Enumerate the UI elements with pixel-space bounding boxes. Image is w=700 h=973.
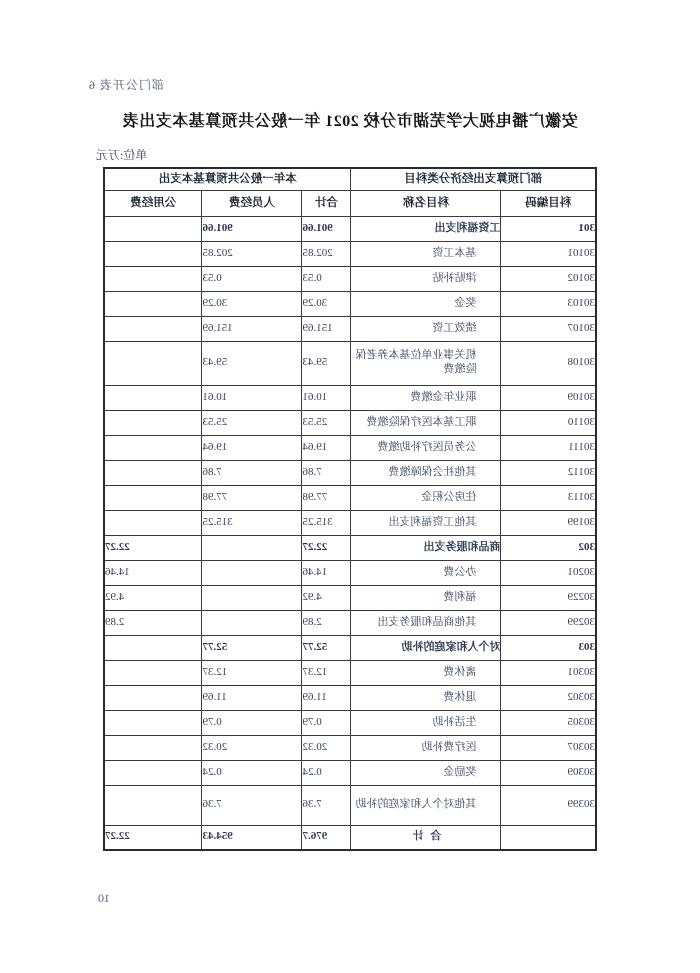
total-cell: 315.25 bbox=[302, 510, 351, 535]
public-cell: 22.27 bbox=[104, 825, 202, 850]
subject-code-cell: 303 bbox=[501, 635, 596, 660]
table-row bbox=[104, 266, 596, 291]
total-cell: 4.92 bbox=[302, 585, 351, 610]
subject-code-cell: 30102 bbox=[501, 266, 596, 291]
table-row bbox=[104, 385, 596, 410]
group-header-budget: 本年一般公共预算基本支出 bbox=[104, 168, 351, 190]
total-cell: 0.53 bbox=[302, 266, 351, 291]
public-cell bbox=[104, 460, 202, 485]
group-header-row bbox=[104, 168, 596, 190]
subject-name-cell: 绩效工资 bbox=[351, 316, 501, 341]
subject-name-cell: 退休费 bbox=[351, 685, 501, 710]
subject-name-cell: 其他社会保障缴费 bbox=[351, 460, 501, 485]
public-cell bbox=[104, 316, 202, 341]
table-row bbox=[104, 485, 596, 510]
public-cell: 22.27 bbox=[104, 535, 202, 560]
personnel-cell: 25.53 bbox=[202, 410, 302, 435]
table-row bbox=[104, 760, 596, 785]
form-number-label: 部门公开表 6 bbox=[88, 78, 165, 92]
total-cell: 976.7 bbox=[302, 825, 351, 850]
table-body bbox=[104, 216, 596, 850]
total-cell: 59.43 bbox=[302, 341, 351, 385]
table-row bbox=[104, 785, 596, 825]
subject-code-cell: 30305 bbox=[501, 710, 596, 735]
personnel-cell: 20.32 bbox=[202, 735, 302, 760]
column-header-row bbox=[104, 190, 596, 216]
page-title: 安徽广播电视大学芜湖市分校 2021 年一般公共预算基本支出表 bbox=[122, 113, 578, 130]
subject-code-cell: 301 bbox=[501, 216, 596, 241]
personnel-cell: 52.77 bbox=[202, 635, 302, 660]
public-cell bbox=[104, 685, 202, 710]
personnel-cell bbox=[202, 610, 302, 635]
personnel-cell: 77.98 bbox=[202, 485, 302, 510]
personnel-cell: 19.64 bbox=[202, 435, 302, 460]
table-row bbox=[104, 685, 596, 710]
personnel-cell: 151.69 bbox=[202, 316, 302, 341]
subject-code-cell: 302 bbox=[501, 535, 596, 560]
unit-label: 单位:万元 bbox=[96, 148, 148, 162]
total-cell: 2.89 bbox=[302, 610, 351, 635]
subject-code-cell: 30108 bbox=[501, 341, 596, 385]
table-row bbox=[104, 610, 596, 635]
subject-name-cell: 对个人和家庭的补助 bbox=[351, 635, 501, 660]
personnel-cell: 0.24 bbox=[202, 760, 302, 785]
subject-code-cell: 30199 bbox=[501, 510, 596, 535]
subject-code-cell: 30112 bbox=[501, 460, 596, 485]
personnel-cell: 954.43 bbox=[202, 825, 302, 850]
public-cell bbox=[104, 510, 202, 535]
public-cell bbox=[104, 635, 202, 660]
total-cell: 151.69 bbox=[302, 316, 351, 341]
personnel-cell: 0.53 bbox=[202, 266, 302, 291]
subject-name-cell: 其他商品和服务支出 bbox=[351, 610, 501, 635]
subject-name-cell: 工资福利支出 bbox=[351, 216, 501, 241]
personnel-cell: 59.43 bbox=[202, 341, 302, 385]
table-row bbox=[104, 560, 596, 585]
subject-code-cell: 30111 bbox=[501, 435, 596, 460]
total-cell: 14.46 bbox=[302, 560, 351, 585]
public-cell bbox=[104, 710, 202, 735]
column-header-name: 科目名称 bbox=[351, 190, 501, 216]
personnel-cell: 0.79 bbox=[202, 710, 302, 735]
subject-code-cell bbox=[501, 825, 596, 850]
personnel-cell: 901.66 bbox=[202, 216, 302, 241]
subject-name-cell: 合 计 bbox=[351, 825, 501, 850]
public-cell bbox=[104, 341, 202, 385]
personnel-cell: 11.69 bbox=[202, 685, 302, 710]
public-cell bbox=[104, 241, 202, 266]
public-cell bbox=[104, 410, 202, 435]
table-row bbox=[104, 460, 596, 485]
subject-code-cell: 30299 bbox=[501, 610, 596, 635]
personnel-cell: 12.37 bbox=[202, 660, 302, 685]
subject-name-cell: 基本工资 bbox=[351, 241, 501, 266]
personnel-cell: 30.29 bbox=[202, 291, 302, 316]
subject-name-cell: 其他工资福利支出 bbox=[351, 510, 501, 535]
total-cell: 77.98 bbox=[302, 485, 351, 510]
personnel-cell: 315.25 bbox=[202, 510, 302, 535]
total-cell: 52.77 bbox=[302, 635, 351, 660]
subject-code-cell: 30307 bbox=[501, 735, 596, 760]
public-cell bbox=[104, 266, 202, 291]
total-cell: 7.36 bbox=[302, 785, 351, 825]
personnel-cell bbox=[202, 585, 302, 610]
personnel-cell: 7.36 bbox=[202, 785, 302, 825]
table-header bbox=[104, 168, 596, 216]
table-row bbox=[104, 825, 596, 850]
total-cell: 22.27 bbox=[302, 535, 351, 560]
total-cell: 10.61 bbox=[302, 385, 351, 410]
table-row bbox=[104, 735, 596, 760]
subject-name-cell: 商品和服务支出 bbox=[351, 535, 501, 560]
total-cell: 19.64 bbox=[302, 435, 351, 460]
subject-name-cell: 机关事业单位基本养老保险缴费 bbox=[351, 341, 501, 385]
subject-name-cell: 奖励金 bbox=[351, 760, 501, 785]
subject-name-cell: 生活补助 bbox=[351, 710, 501, 735]
subject-name-cell: 奖金 bbox=[351, 291, 501, 316]
subject-code-cell: 30301 bbox=[501, 660, 596, 685]
subject-name-cell: 公务员医疗补助缴费 bbox=[351, 435, 501, 460]
subject-code-cell: 30110 bbox=[501, 410, 596, 435]
subject-code-cell: 30113 bbox=[501, 485, 596, 510]
subject-code-cell: 30109 bbox=[501, 385, 596, 410]
public-cell: 4.92 bbox=[104, 585, 202, 610]
personnel-cell: 7.86 bbox=[202, 460, 302, 485]
subject-name-cell: 其他对个人和家庭的补助 bbox=[351, 785, 501, 825]
column-header-total: 合计 bbox=[302, 190, 351, 216]
column-header-code: 科目编码 bbox=[501, 190, 596, 216]
personnel-cell: 202.85 bbox=[202, 241, 302, 266]
personnel-cell: 10.61 bbox=[202, 385, 302, 410]
page-number: 10 bbox=[98, 891, 110, 905]
table-row bbox=[104, 316, 596, 341]
table-row bbox=[104, 341, 596, 385]
budget-table bbox=[103, 167, 597, 851]
subject-name-cell: 津贴补贴 bbox=[351, 266, 501, 291]
personnel-cell bbox=[202, 535, 302, 560]
table-row bbox=[104, 291, 596, 316]
subject-code-cell: 30302 bbox=[501, 685, 596, 710]
table-row bbox=[104, 410, 596, 435]
subject-name-cell: 住房公积金 bbox=[351, 485, 501, 510]
public-cell bbox=[104, 760, 202, 785]
group-header-subject: 部门预算支出经济分类科目 bbox=[351, 168, 596, 190]
public-cell bbox=[104, 785, 202, 825]
subject-name-cell: 医疗费补助 bbox=[351, 735, 501, 760]
public-cell bbox=[104, 660, 202, 685]
subject-name-cell: 福利费 bbox=[351, 585, 501, 610]
public-cell bbox=[104, 485, 202, 510]
total-cell: 12.37 bbox=[302, 660, 351, 685]
subject-code-cell: 30107 bbox=[501, 316, 596, 341]
table-row bbox=[104, 241, 596, 266]
total-cell: 30.29 bbox=[302, 291, 351, 316]
public-cell bbox=[104, 216, 202, 241]
table-row bbox=[104, 585, 596, 610]
public-cell bbox=[104, 291, 202, 316]
table-row bbox=[104, 510, 596, 535]
subject-name-cell: 职业年金缴费 bbox=[351, 385, 501, 410]
subject-name-cell: 办公费 bbox=[351, 560, 501, 585]
public-cell: 2.89 bbox=[104, 610, 202, 635]
subject-code-cell: 30229 bbox=[501, 585, 596, 610]
total-cell: 0.79 bbox=[302, 710, 351, 735]
table-row bbox=[104, 435, 596, 460]
table-row bbox=[104, 216, 596, 241]
subject-code-cell: 30399 bbox=[501, 785, 596, 825]
public-cell bbox=[104, 435, 202, 460]
total-cell: 11.69 bbox=[302, 685, 351, 710]
subject-code-cell: 30309 bbox=[501, 760, 596, 785]
subject-name-cell: 离休费 bbox=[351, 660, 501, 685]
column-header-personnel: 人员经费 bbox=[202, 190, 302, 216]
total-cell: 7.86 bbox=[302, 460, 351, 485]
subject-code-cell: 30201 bbox=[501, 560, 596, 585]
personnel-cell bbox=[202, 560, 302, 585]
public-cell bbox=[104, 385, 202, 410]
total-cell: 202.85 bbox=[302, 241, 351, 266]
table-row bbox=[104, 635, 596, 660]
table-row bbox=[104, 660, 596, 685]
column-header-public: 公用经费 bbox=[104, 190, 202, 216]
total-cell: 25.53 bbox=[302, 410, 351, 435]
total-cell: 0.24 bbox=[302, 760, 351, 785]
public-cell: 14.46 bbox=[104, 560, 202, 585]
subject-code-cell: 30103 bbox=[501, 291, 596, 316]
public-cell bbox=[104, 735, 202, 760]
total-cell: 20.32 bbox=[302, 735, 351, 760]
table-row bbox=[104, 710, 596, 735]
total-cell: 901.66 bbox=[302, 216, 351, 241]
table-row bbox=[104, 535, 596, 560]
subject-name-cell: 职工基本医疗保险缴费 bbox=[351, 410, 501, 435]
subject-code-cell: 30101 bbox=[501, 241, 596, 266]
